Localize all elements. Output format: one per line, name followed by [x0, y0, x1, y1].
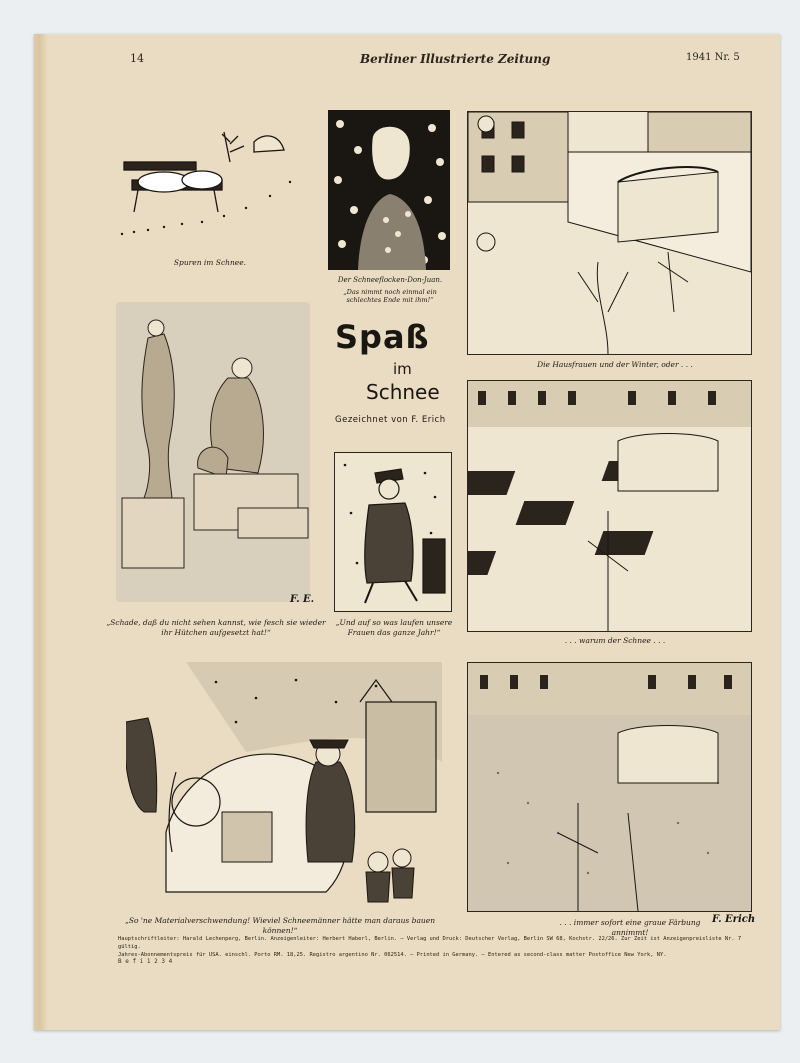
cartoon-bench — [104, 112, 300, 252]
grey-drawing — [468, 663, 751, 911]
warum-drawing — [468, 381, 751, 631]
caption-don-juan-title: Der Schneeflocken-Don-Juan. — [337, 276, 443, 284]
statues-signature: F. E. — [290, 594, 315, 605]
folio-marks: B e f i 1 2 3 4 — [118, 958, 173, 965]
feature-byline: Gezeichnet von F. Erich — [335, 415, 446, 425]
caption-statues: „Schade, daß du nicht sehen kannst, wie fesch sie wieder ihr Hütchen aufgesetzt hat!“ — [106, 618, 326, 637]
cartoon-walking-man — [334, 452, 452, 612]
caption-warum: . . . warum der Schnee . . . — [564, 636, 666, 645]
caption-bench: Spuren im Schnee. — [173, 258, 247, 267]
caption-walking-man: „Und auf so was laufen unsere Frauen das ganze Jahr!“ — [335, 618, 453, 637]
magazine-title: Berliner Illustrierte Zeitung — [360, 52, 551, 66]
page-number: 14 — [130, 52, 144, 65]
issue-number: 1941 Nr. 5 — [686, 52, 740, 63]
walking-man-drawing — [335, 453, 451, 611]
cartoon-don-juan — [328, 110, 450, 270]
caption-don-juan-quote: „Das nimmt noch einmal ein schlechtes Ende mit ihm!“ — [343, 288, 437, 305]
cartoon-grey — [467, 662, 752, 912]
shoveling-drawing — [126, 662, 442, 910]
page-edge — [38, 34, 48, 1030]
cartoon-shoveling — [126, 662, 442, 910]
final-signature: F. Erich — [712, 914, 756, 925]
feature-title: Spaß — [335, 318, 430, 356]
caption-shoveling: „So 'ne Materialverschwendung! Wieviel Schneemänner hätte man daraus bauen können!“ — [124, 916, 436, 935]
feature-title-im: im — [393, 360, 412, 378]
imprint — [118, 936, 758, 959]
housewives-drawing — [468, 112, 751, 354]
bench-drawing — [104, 112, 300, 252]
caption-housewives: Die Hausfrauen und der Winter, oder . . . — [537, 360, 693, 369]
cartoon-warum — [467, 380, 752, 632]
imprint-line-1: Hauptschriftleiter: Harald Lechenperg, Berlin. Anzeigenleiter: Herbert Haberl, Berlin. — Verlag und Druck: Deutscher Verlag, Berlin SW 68, Kochstr. 22/26. Zur Zeit ist Anzeigenpreisliste Nr. 7 gültig. — [118, 936, 742, 950]
feature-title-schnee: Schnee — [366, 380, 440, 404]
cartoon-statues — [108, 298, 318, 610]
statues-drawing — [108, 298, 318, 610]
don-juan-drawing — [328, 110, 450, 270]
imprint-line-2: Jahres-Abonnementspreis für USA. einschl. Porto RM. 18,25. Registro argentino Nr. 062514. — Printed in Germany. — Entered as second-class matter Postoffice New York, NY. — [118, 951, 667, 958]
caption-grey: . . . immer sofort eine graue Färbung annimmt! — [559, 918, 701, 937]
cartoon-housewives — [467, 111, 752, 355]
